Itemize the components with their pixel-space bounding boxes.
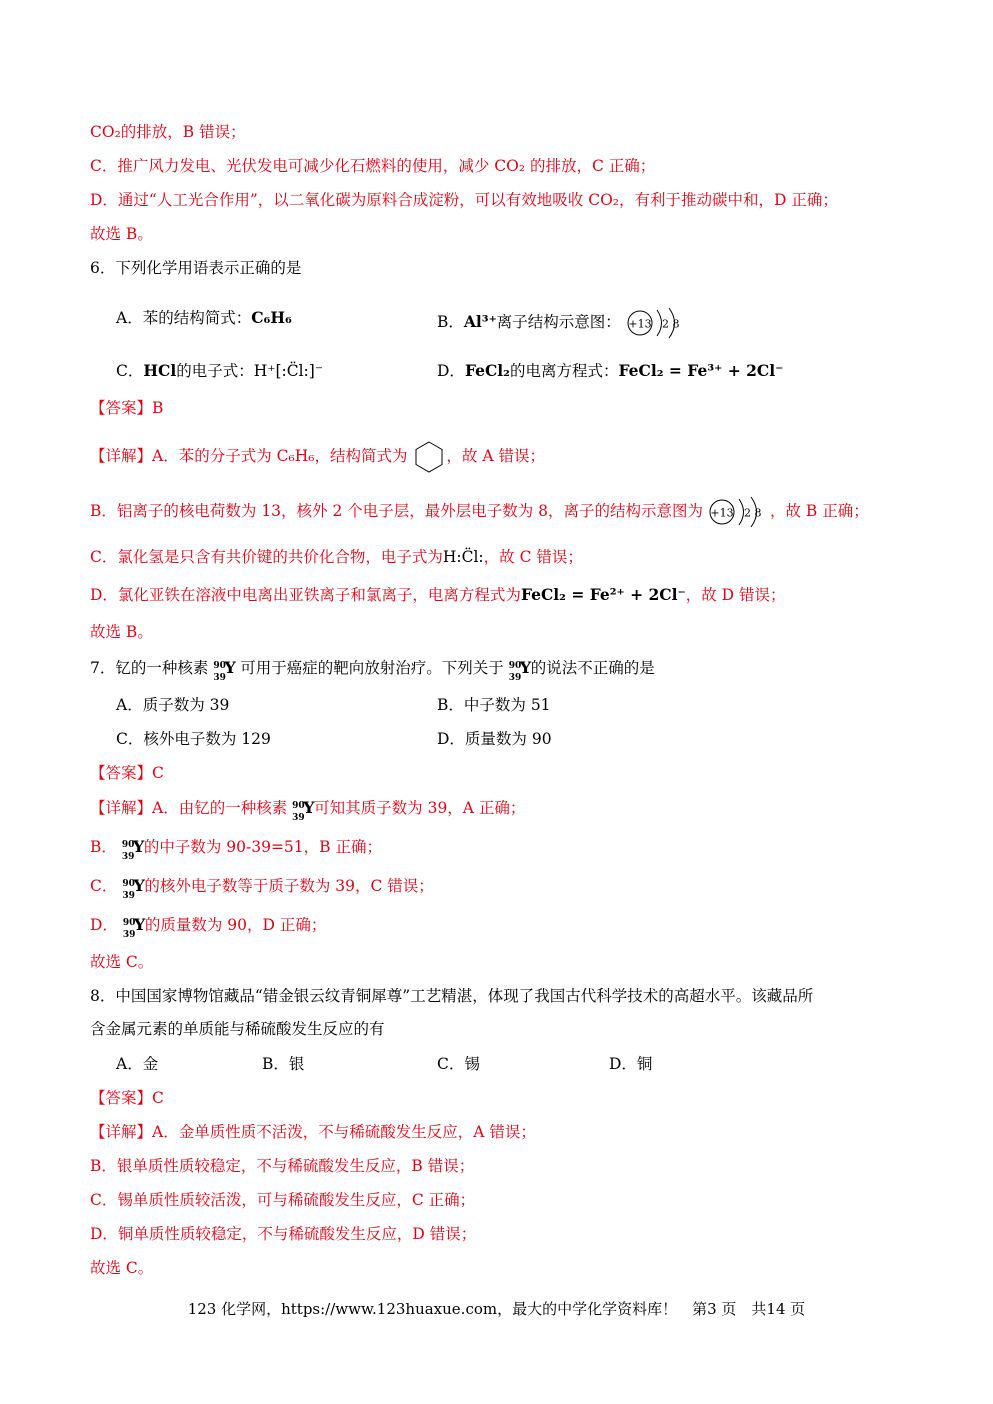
q8-option-b: B．银	[262, 1055, 305, 1073]
shell-electrons: 2 8	[744, 506, 762, 520]
explanation-text: A．苯的分子式为 C₆H₆，结构简式为	[152, 447, 408, 465]
ionization-equation: FeCl₂ = Fe²⁺ + 2Cl⁻	[520, 585, 686, 604]
nuclide-symbol: 90 39 Y	[121, 837, 145, 862]
question-8-stem: 含金属元素的单质能与稀硫酸发生反应的有	[90, 1020, 385, 1038]
question-6-stem: 6．下列化学用语表示正确的是	[90, 259, 302, 277]
text-line: C．推广风力发电、光伏发电可减少化石燃料的使用，减少 CO₂ 的排放，C 正确；	[90, 157, 656, 175]
q8-option-a: A．金	[116, 1055, 159, 1073]
explanation-line: D．铜单质性质较稳定，不与稀硫酸发生反应，D 错误；	[90, 1225, 477, 1243]
explanation-text: C．	[90, 877, 118, 895]
benzene-icon	[412, 440, 446, 474]
explanation-line	[90, 584, 786, 606]
explanation-head: 【详解】	[90, 447, 153, 465]
answer: 【答案】B	[90, 399, 164, 417]
explanation-text: 的中子数为 90-39=51，B 正确；	[143, 838, 382, 856]
q8-option-c: C．锡	[437, 1055, 480, 1073]
electron-formula: H⁺[:C̈l:]⁻	[253, 362, 324, 380]
nuclide-symbol: 90 39 Y	[213, 658, 236, 683]
text-line: D．通过“人工光合作用”，以二氧化碳为原料合成淀粉，可以有效地吸收 CO₂，有利于推动碳中和，D 正确；	[90, 191, 838, 209]
explanation-text: ，故 B 正确；	[770, 502, 869, 520]
nucleus-label: +13	[628, 317, 652, 331]
explanation-text: A．由钇的一种核素	[152, 799, 288, 817]
formula: Al³⁺	[463, 312, 497, 331]
explanation-line	[90, 914, 327, 940]
nuclide-symbol: 90 39 Y	[508, 658, 532, 683]
question-8-stem: 8．中国国家博物馆藏品“错金银云纹青铜犀尊”工艺精湛，体现了我国古代科学技术的高超水平。该藏品所	[90, 987, 814, 1005]
q6-option-b	[437, 307, 688, 339]
electron-formula: H:C̈l:	[442, 548, 484, 566]
explanation-text: B．铝离子的核电荷数为 13，核外 2 个电子层，最外层电子数为 8，离子的结构示意图为	[90, 502, 704, 520]
q6-option-d	[437, 360, 783, 382]
option-label: D．	[437, 362, 465, 380]
explanation-text: B．	[90, 838, 117, 856]
text-line: 故选 B。	[90, 623, 153, 641]
q8-option-d: D．铜	[609, 1055, 653, 1073]
q7-option-b: B．中子数为 51	[437, 696, 551, 714]
explanation-line	[90, 1121, 536, 1143]
explanation-line	[90, 546, 583, 568]
explanation-text: ，故 A 错误；	[446, 447, 545, 465]
explanation-text: D．	[90, 916, 118, 934]
ion-structure-diagram	[626, 307, 688, 339]
stem-text: 的说法不正确的是	[530, 659, 655, 677]
answer: 【答案】C	[90, 764, 164, 782]
page-footer: 123 化学网，https://www.123huaxue.com，最大的中学化学资料库！ 第3 页 共14 页	[187, 1300, 806, 1318]
explanation-text: C．氯化氢是只含有共价键的共价化合物，电子式为	[90, 548, 443, 566]
option-label: A．苯的结构简式：	[116, 309, 252, 327]
shell-electrons: 2 8	[661, 317, 680, 331]
q7-option-c: C．核外电子数为 129	[116, 730, 271, 748]
nucleus-label: +13	[710, 506, 734, 520]
explanation-line	[90, 496, 869, 528]
option-text: 离子结构示意图：	[496, 313, 621, 331]
answer: 【答案】C	[90, 1089, 164, 1107]
explanation-line	[90, 440, 545, 474]
formula: FeCl₂	[464, 361, 510, 380]
explanation-text: 可知其质子数为 39，A 正确；	[314, 799, 526, 817]
explanation-line: B．银单质性质较稳定，不与稀硫酸发生反应，B 错误；	[90, 1157, 475, 1175]
option-text: 的电子式：	[176, 362, 254, 380]
text-line: 故选 C。	[90, 1259, 154, 1277]
text-line: 故选 B。	[90, 225, 153, 243]
explanation-line	[90, 836, 382, 862]
option-text: 的电离方程式：	[509, 362, 619, 380]
option-label: C．	[116, 362, 144, 380]
formula: C₆H₆	[251, 308, 292, 327]
nuclide-symbol: 90 39 Y	[122, 876, 145, 901]
stem-text: 7．钇的一种核素	[90, 659, 209, 677]
explanation-head: 【详解】	[90, 799, 153, 817]
q6-option-a	[116, 307, 292, 329]
explanation-line: C．锡单质性质较活泼，可与稀硫酸发生反应，C 正确；	[90, 1191, 476, 1209]
question-7-stem	[90, 657, 655, 683]
explanation-line	[90, 797, 526, 823]
nuclide-symbol: 90 39 Y	[292, 798, 315, 823]
explanation-line	[90, 875, 434, 901]
explanation-text: ，故 C 错误；	[483, 548, 583, 566]
explanation-text: 的质量数为 90，D 正确；	[144, 916, 327, 934]
explanation-text: 的核外电子数等于质子数为 39，C 错误；	[144, 877, 434, 895]
q7-option-a: A．质子数为 39	[116, 696, 230, 714]
explanation-text: ，故 D 错误；	[685, 586, 786, 604]
text-line: CO₂的排放，B 错误；	[90, 123, 246, 141]
ionization-equation: FeCl₂ = Fe³⁺ + 2Cl⁻	[618, 361, 784, 380]
q6-option-c	[116, 360, 323, 382]
formula: HCl	[143, 361, 177, 380]
q7-option-d: D．质量数为 90	[437, 730, 552, 748]
explanation-text: D．氯化亚铁在溶液中电离出亚铁离子和氯离子，电离方程式为	[90, 586, 521, 604]
option-label: B．	[437, 313, 464, 331]
nuclide-symbol: 90 39 Y	[122, 915, 146, 940]
stem-text: 可用于癌症的靶向放射治疗。下列关于	[240, 659, 504, 677]
explanation-head: 【详解】	[90, 1123, 153, 1141]
explanation-text: A．金单质性质不活泼，不与稀硫酸发生反应，A 错误；	[152, 1123, 536, 1141]
ion-structure-diagram	[708, 496, 770, 528]
text-line: 故选 C。	[90, 953, 154, 971]
